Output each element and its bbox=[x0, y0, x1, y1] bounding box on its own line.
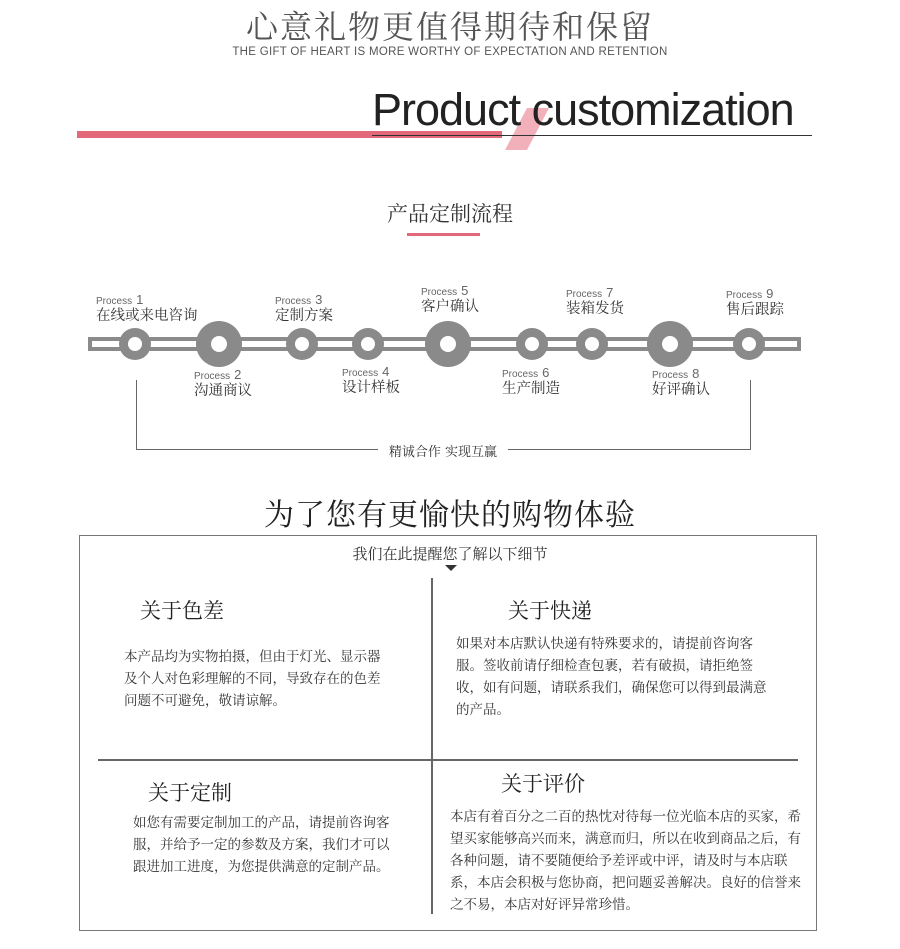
process-node-4 bbox=[352, 328, 384, 360]
section-heading-delivery: 关于快递 bbox=[508, 599, 592, 623]
notice-divider-horizontal bbox=[98, 759, 798, 761]
process-node-3 bbox=[286, 328, 318, 360]
banner-underline bbox=[372, 135, 812, 136]
caret-down-icon bbox=[445, 565, 457, 571]
process-label: Process bbox=[502, 369, 539, 380]
process-label: Process bbox=[421, 287, 458, 298]
banner-title-en: Product customization bbox=[372, 84, 794, 135]
process-node-6 bbox=[516, 328, 548, 360]
process-step-6 bbox=[502, 365, 560, 398]
bracket-caption: 精诚合作 实现互赢 bbox=[388, 445, 498, 460]
bracket-bottom-left bbox=[136, 449, 378, 450]
process-step-label: 售后跟踪 bbox=[726, 302, 784, 318]
section-body-delivery: 如果对本店默认快递有特殊要求的，请提前咨询客服。签收前请仔细检查包裹，若有破损，请拒绝签收，如有问题，请联系我们，确保您可以得到最满意的产品。 bbox=[456, 636, 767, 718]
process-step-label: 生产制造 bbox=[502, 381, 560, 397]
process-node-9 bbox=[733, 328, 765, 360]
bracket-bottom-right bbox=[508, 449, 751, 450]
notice-divider-vertical bbox=[431, 578, 433, 914]
process-number: 7 bbox=[606, 285, 614, 300]
process-step-3 bbox=[275, 292, 333, 325]
process-step-4 bbox=[342, 364, 400, 397]
process-number: 1 bbox=[136, 292, 144, 307]
process-number: 9 bbox=[766, 286, 774, 301]
bracket-right bbox=[750, 380, 751, 450]
process-step-5 bbox=[421, 283, 479, 316]
section-heading-color: 关于色差 bbox=[140, 599, 224, 623]
process-step-1 bbox=[96, 292, 198, 325]
header-title-en: THE GIFT OF HEART IS MORE WORTHY OF EXPECTATION AND RETENTION bbox=[232, 46, 668, 58]
process-label: Process bbox=[652, 370, 689, 381]
process-step-label: 沟通商议 bbox=[194, 383, 252, 399]
process-label: Process bbox=[342, 368, 379, 379]
experience-title: 为了您有更愉快的购物体验 bbox=[264, 498, 636, 533]
process-node-1 bbox=[119, 328, 151, 360]
process-label: Process bbox=[96, 296, 133, 307]
process-step-8 bbox=[652, 366, 710, 399]
process-label: Process bbox=[275, 296, 312, 307]
process-step-9 bbox=[726, 286, 784, 319]
process-step-2 bbox=[194, 367, 252, 400]
process-step-7 bbox=[566, 285, 624, 318]
notice-subtitle: 我们在此提醒您了解以下细节 bbox=[352, 545, 548, 563]
process-step-label: 客户确认 bbox=[421, 299, 479, 315]
section-heading-custom: 关于定制 bbox=[148, 781, 232, 805]
process-label: Process bbox=[726, 290, 763, 301]
process-step-label: 装箱发货 bbox=[566, 301, 624, 317]
section-body-custom: 如您有需要定制加工的产品，请提前咨询客服，并给予一定的参数及方案，我们才可以跟进加工进度，为您提供满意的定制产品。 bbox=[133, 815, 390, 875]
section-body-color: 本产品均为实物拍摄，但由于灯光、显示器及个人对色彩理解的不同，导致存在的色差问题不可避免，敬请谅解。 bbox=[124, 649, 381, 709]
process-node-5 bbox=[425, 321, 471, 367]
flow-title: 产品定制流程 bbox=[387, 202, 513, 226]
process-label: Process bbox=[194, 371, 231, 382]
process-label: Process bbox=[566, 289, 603, 300]
process-number: 3 bbox=[315, 292, 323, 307]
process-number: 6 bbox=[542, 365, 550, 380]
process-number: 5 bbox=[461, 283, 469, 298]
process-number: 2 bbox=[234, 367, 242, 382]
process-node-8 bbox=[647, 321, 693, 367]
process-number: 8 bbox=[692, 366, 700, 381]
header-title-cn: 心意礼物更值得期待和保留 bbox=[245, 8, 654, 46]
process-step-label: 好评确认 bbox=[652, 382, 710, 398]
process-step-label: 在线或来电咨询 bbox=[96, 308, 198, 324]
process-node-7 bbox=[576, 328, 608, 360]
process-node-2 bbox=[196, 321, 242, 367]
process-step-label: 定制方案 bbox=[275, 308, 333, 324]
flow-title-underline bbox=[407, 233, 480, 236]
process-step-label: 设计样板 bbox=[342, 380, 400, 396]
section-heading-review: 关于评价 bbox=[501, 772, 585, 796]
process-number: 4 bbox=[382, 364, 390, 379]
section-body-review: 本店有着百分之二百的热忱对待每一位光临本店的买家，希望买家能够高兴而来，满意而归，所以在收到商品之后，有各种问题，请不要随便给予差评或中评，请及时与本店联系，本店会积极与您协商，把问题妥善解决。良好的信誉来之不易，本店对好评异常珍惜。 bbox=[450, 809, 801, 913]
bracket-left bbox=[136, 380, 137, 450]
